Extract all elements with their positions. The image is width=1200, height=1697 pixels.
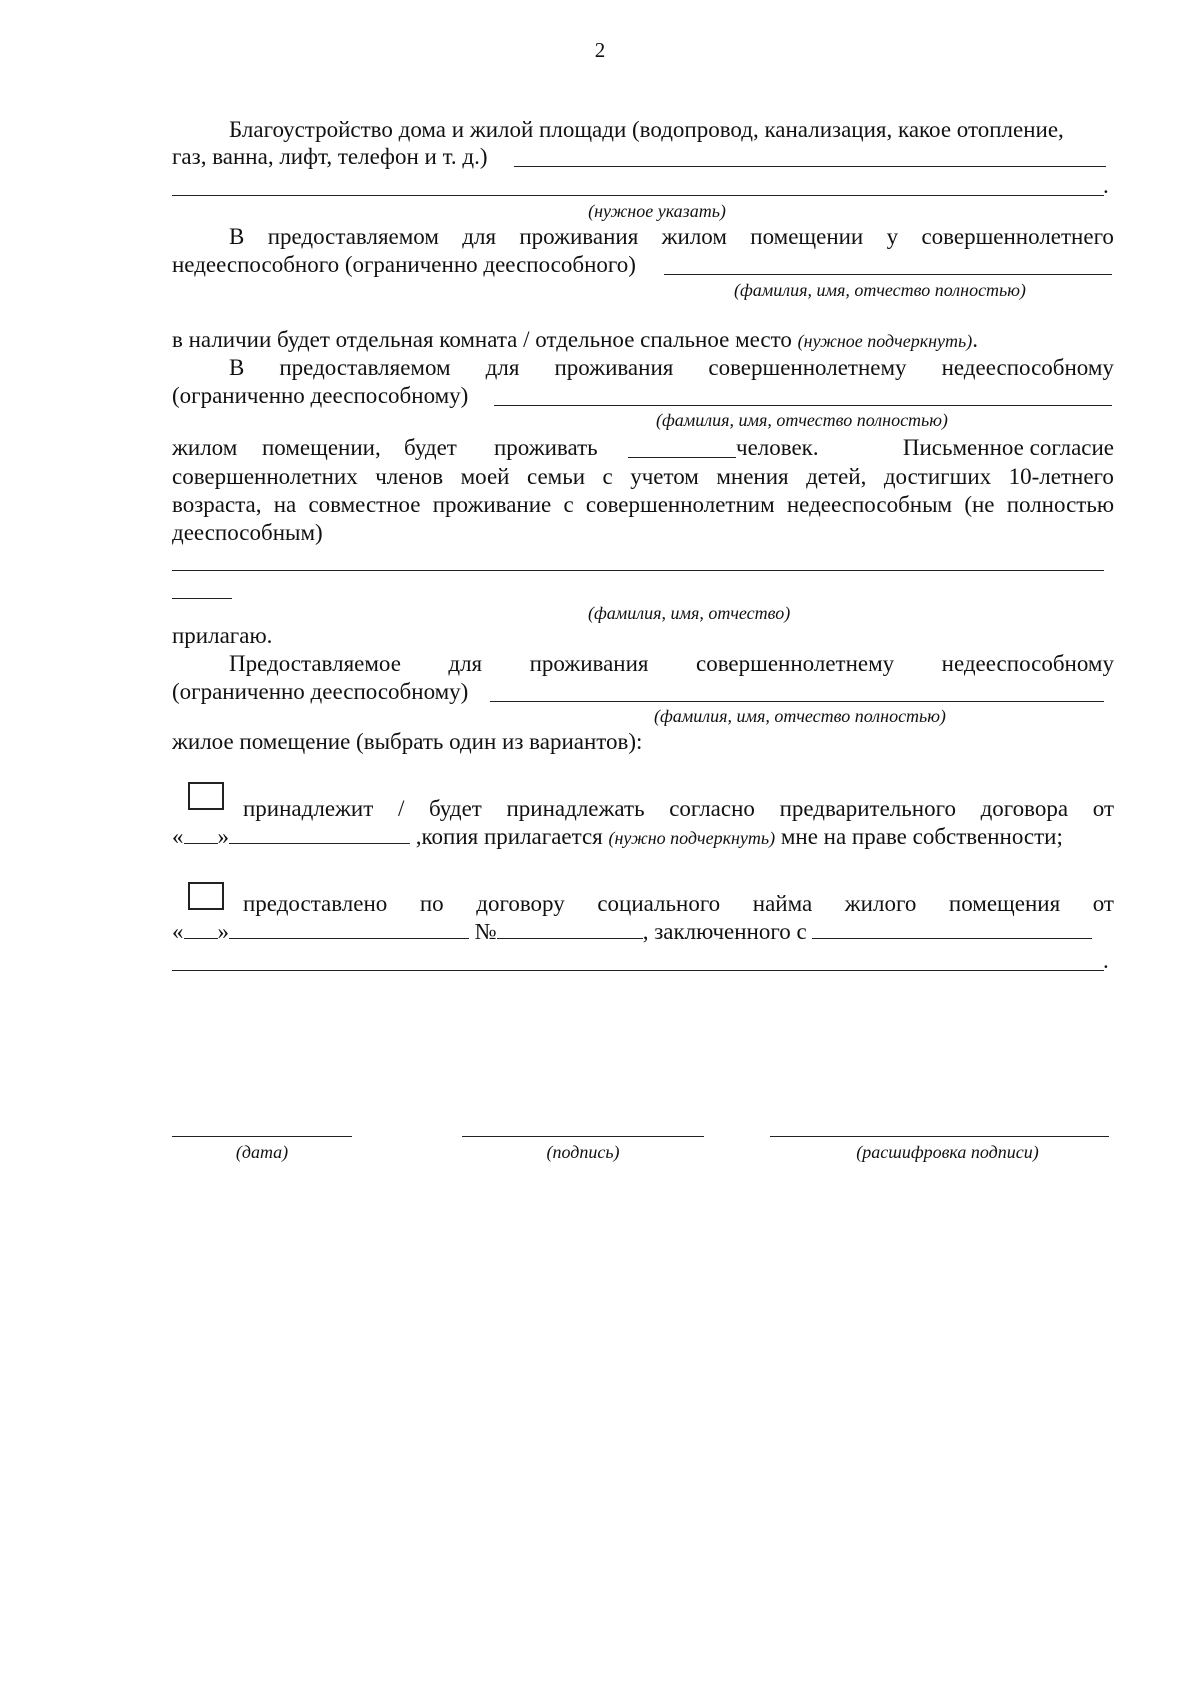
- option-social-rent-period: .: [1103, 948, 1109, 973]
- amenities-input-line-2[interactable]: [172, 195, 1104, 196]
- amenities-hint: (нужное указать): [588, 201, 726, 221]
- amenities-period: .: [1103, 173, 1109, 198]
- option-social-rent-month-blank[interactable]: [229, 918, 469, 939]
- residents-line-4: совершеннолетних членов моей семьи с учетом мнения детей, достигших 10-летнего: [172, 464, 1114, 489]
- residents-count-input-line[interactable]: [628, 457, 736, 458]
- premises-line-1: Предоставляемое для проживания совершеннолетнему недееспособному: [229, 651, 1114, 676]
- page-number: 2: [594, 38, 606, 62]
- signature-decode-caption: (расшифровка подписи): [856, 1142, 1039, 1162]
- option-social-rent-line-2: « » № , заключенного с: [172, 918, 1092, 946]
- option-ownership-day-blank[interactable]: [184, 823, 218, 844]
- residents-family-input-line-2[interactable]: [172, 598, 232, 599]
- residents-line-6: дееспособным): [172, 520, 323, 545]
- room-name-caption: (фамилия, имя, отчество полностью): [734, 280, 1026, 300]
- option-ownership-line-2: « » ,копия прилагается (нужно подчеркнуть) мне на праве собственности;: [172, 824, 1063, 849]
- option-social-rent-party-blank[interactable]: [812, 918, 1092, 939]
- signature-caption: (подпись): [546, 1142, 620, 1162]
- residents-line-2: (ограниченно дееспособному): [172, 383, 469, 408]
- residents-word-3: будет: [404, 435, 457, 460]
- residents-word-5: человек.: [736, 435, 819, 460]
- date-input-line[interactable]: [172, 1136, 352, 1137]
- option-social-rent-day-blank[interactable]: [184, 918, 218, 939]
- amenities-line-1: Благоустройство дома и жилой площади (водопровод, канализация, какое отопление,: [229, 117, 1064, 142]
- signature-input-line[interactable]: [462, 1136, 704, 1137]
- residents-family-input-line-1[interactable]: [172, 570, 1104, 571]
- residents-family-caption: (фамилия, имя, отчество): [588, 603, 791, 623]
- option-social-rent-input-line[interactable]: [172, 970, 1104, 971]
- option-ownership-checkbox[interactable]: [188, 782, 224, 810]
- signature-decode-input-line[interactable]: [770, 1136, 1109, 1137]
- room-line-3-hint: (нужное подчеркнуть): [797, 331, 973, 351]
- residents-line-1: В предоставляемом для проживания совершеннолетнему недееспособному: [229, 355, 1114, 380]
- residents-word-2: помещении,: [262, 435, 381, 460]
- option-ownership-line-1: принадлежит / будет принадлежать согласно предварительного договора от: [243, 796, 1114, 821]
- option-social-rent-line-1: предоставлено по договору социального найма жилого помещения от: [243, 891, 1114, 916]
- room-line-2: недееспособного (ограниченно дееспособного): [172, 252, 636, 277]
- amenities-line-2: газ, ванна, лифт, телефон и т. д.): [172, 144, 488, 169]
- premises-line-3: жилое помещение (выбрать один из вариантов):: [172, 729, 643, 754]
- residents-consent-text: Письменное согласие: [902, 435, 1114, 460]
- premises-line-2: (ограниченно дееспособному): [172, 679, 469, 704]
- premises-name-caption: (фамилия, имя, отчество полностью): [654, 706, 946, 726]
- premises-name-input-line[interactable]: [490, 701, 1104, 702]
- room-line-1: В предоставляемом для проживания жилом помещении у совершеннолетнего: [229, 224, 1114, 249]
- residents-line-5: возраста, на совместное проживание с совершеннолетним недееспособным (не полностью: [172, 492, 1114, 517]
- room-name-input-line[interactable]: [664, 274, 1112, 275]
- residents-name-caption: (фамилия, имя, отчество полностью): [656, 410, 948, 430]
- residents-word-4: проживать: [494, 435, 598, 460]
- residents-name-input-line[interactable]: [494, 405, 1112, 406]
- residents-attach: прилагаю.: [172, 623, 273, 648]
- amenities-input-line-1[interactable]: [514, 166, 1106, 167]
- date-caption: (дата): [235, 1142, 289, 1162]
- room-line-3: в наличии будет отдельная комната / отдельное спальное место (нужное подчеркнуть).: [172, 327, 978, 352]
- option-social-rent-checkbox[interactable]: [188, 882, 224, 910]
- option-ownership-hint: (нужно подчеркнуть): [608, 828, 776, 848]
- residents-word-1: жилом: [172, 435, 238, 460]
- option-social-rent-number-blank[interactable]: [497, 918, 643, 939]
- option-ownership-month-blank[interactable]: [229, 823, 410, 844]
